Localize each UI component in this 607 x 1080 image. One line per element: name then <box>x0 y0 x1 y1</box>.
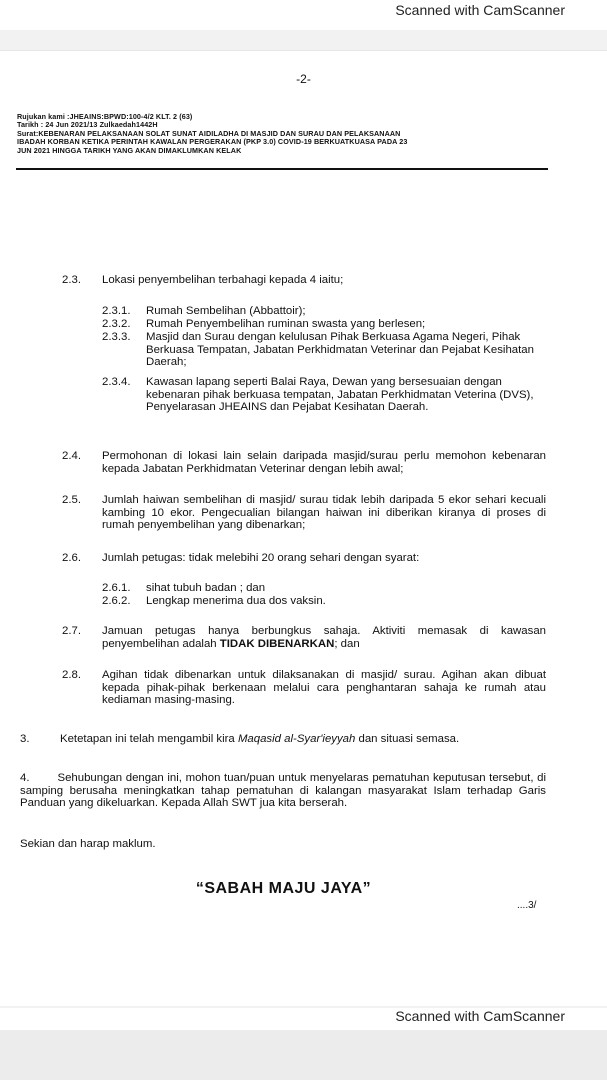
reference-header <box>17 113 547 155</box>
subject-line-2: IBADAH KORBAN KETIKA PERINTAH KAWALAN PERGERAKAN (PKP 3.0) COVID-19 BERKUATKUASA PADA 23 <box>17 137 408 147</box>
section-text-part: dan situasi semasa. <box>355 733 460 745</box>
section-text-part: Ketetapan ini telah mengambil kira <box>60 733 238 745</box>
section-text: Jumlah petugas: tidak melebihi 20 orang sehari dengan syarat: <box>102 552 420 564</box>
section-number: 2.7. <box>62 625 81 637</box>
closing-remark: Sekian dan harap maklum. <box>20 838 156 850</box>
subsection-number: 2.6.1. <box>102 582 131 594</box>
subsection-number: 2.3.2. <box>102 318 131 330</box>
section-2-4 <box>62 450 546 475</box>
section-text <box>20 772 546 810</box>
header-divider <box>16 168 548 170</box>
section-3 <box>20 733 546 746</box>
section-4 <box>20 772 546 810</box>
emphasis-text: TIDAK DIBENARKAN <box>219 637 335 650</box>
section-text: Lokasi penyembelihan terbahagi kepada 4 iaitu; <box>102 274 344 286</box>
subject-line-3: JUN 2021 HINGGA TARIKH YANG AKAN DIMAKLUMKAN KELAK <box>17 145 242 155</box>
section-number: 2.6. <box>62 552 81 564</box>
section-number: 2.4. <box>62 450 81 462</box>
reference-number: Rujukan kami :JHEAINS:BPWD:100-4/2 KLT. 2 (63) <box>17 112 193 121</box>
section-text: Permohonan di lokasi lain selain daripada masjid/surau perlu memohon kebenaran kepada Jabatan Perkhidmatan Veterinar dengan lebih awal; <box>102 450 546 475</box>
section-text <box>60 733 546 746</box>
section-2-7 <box>62 625 546 650</box>
section-text-part: Jamuan petugas hanya berbungkus sahaja. Aktiviti memasak di kawasan penyembelihan adalah <box>102 625 546 650</box>
subsection-2-6-1 <box>102 582 546 595</box>
subsection-text: Lengkap menerima dua dos vaksin. <box>146 595 326 607</box>
italic-term: Maqasid al-Syar'ieyyah <box>237 733 356 745</box>
section-2-3 <box>62 274 546 287</box>
subsection-text: Kawasan lapang seperti Balai Raya, Dewan yang bersesuaian dengan kebenaran pihak berkuasa tempatan, Jabatan Perkhidmatan Veterina (DVS), Penyelarasan JHEAINS dan Pejabat Kesihatan Daerah. <box>146 376 534 414</box>
section-text-part: ; dan <box>334 637 360 650</box>
section-text-part: Sehubungan dengan ini, mohon tuan/puan untuk menyelaras pematuhan keputusan tersebut, di samping berusaha meningkatkan tahap pematuhan di kalangan masyarakat Islam terhadap Garis Panduan yang dikeluarkan. Kepada Allah SWT jua kita berserah. <box>20 772 546 810</box>
subject-line-1: Surat:KEBENARAN PELAKSANAAN SOLAT SUNAT AIDILADHA DI MASJID DAN SURAU DAN PELAKSANAAN <box>17 128 401 138</box>
subsection-number: 2.3.3. <box>102 331 131 343</box>
section-number: 3. <box>20 733 30 745</box>
subsection-text: Masjid dan Surau dengan kelulusan Pihak Berkuasa Agama Negeri, Pihak Berkuasa Tempatan, Jabatan Perkhidmatan Veterinar dan Pejabat Kesihatan Daerah; <box>146 331 534 369</box>
subsection-2-3-3 <box>102 331 546 369</box>
subsection-number: 2.3.1. <box>102 305 131 317</box>
section-text <box>102 625 546 650</box>
section-number: 2.5. <box>62 494 81 506</box>
section-number: 2.3. <box>62 274 81 286</box>
subsection-2-3-2 <box>102 318 546 331</box>
continuation-marker: ....3/ <box>517 900 537 911</box>
page-number: -2- <box>296 72 311 86</box>
subsection-2-3-4 <box>102 376 546 414</box>
section-2-5 <box>62 494 546 532</box>
watermark-top: Scanned with CamScanner <box>395 2 565 18</box>
watermark-bottom: Scanned with CamScanner <box>395 1008 565 1024</box>
section-number: 2.8. <box>62 669 81 681</box>
section-2-8 <box>62 669 546 707</box>
bottom-margin <box>0 1030 607 1080</box>
subsection-2-3-1 <box>102 305 546 318</box>
subsection-number: 2.6.2. <box>102 595 131 607</box>
reference-date: Tarikh : 24 Jun 2021/13 Zulkaedah1442H <box>17 120 158 130</box>
camscanner-top-bar <box>0 0 607 30</box>
subsection-2-6-2 <box>102 595 546 608</box>
section-text: Agihan tidak dibenarkan untuk dilaksanakan di masjid/ surau. Agihan akan dibuat kepada pihak-pihak berkenaan melalui cara penghantaran sahaja ke rumah atau kediaman masing-masing. <box>102 669 546 707</box>
section-number: 4. <box>20 772 30 784</box>
section-text: Jumlah haiwan sembelihan di masjid/ surau tidak lebih daripada 5 ekor sehari kecuali kambing 10 ekor. Pengecualian bilangan haiwan ini diberikan kiranya di proses di rumah penyembelihan yang dibenarkan; <box>102 494 546 532</box>
subsection-text: Rumah Penyembelihan ruminan swasta yang berlesen; <box>146 318 426 330</box>
subsection-number: 2.3.4. <box>102 376 131 388</box>
section-2-6 <box>62 552 546 565</box>
subsection-text: Rumah Sembelihan (Abbattoir); <box>146 305 306 317</box>
slogan: “SABAH MAJU JAYA” <box>195 880 372 897</box>
subsection-text: sihat tubuh badan ; dan <box>146 582 266 594</box>
